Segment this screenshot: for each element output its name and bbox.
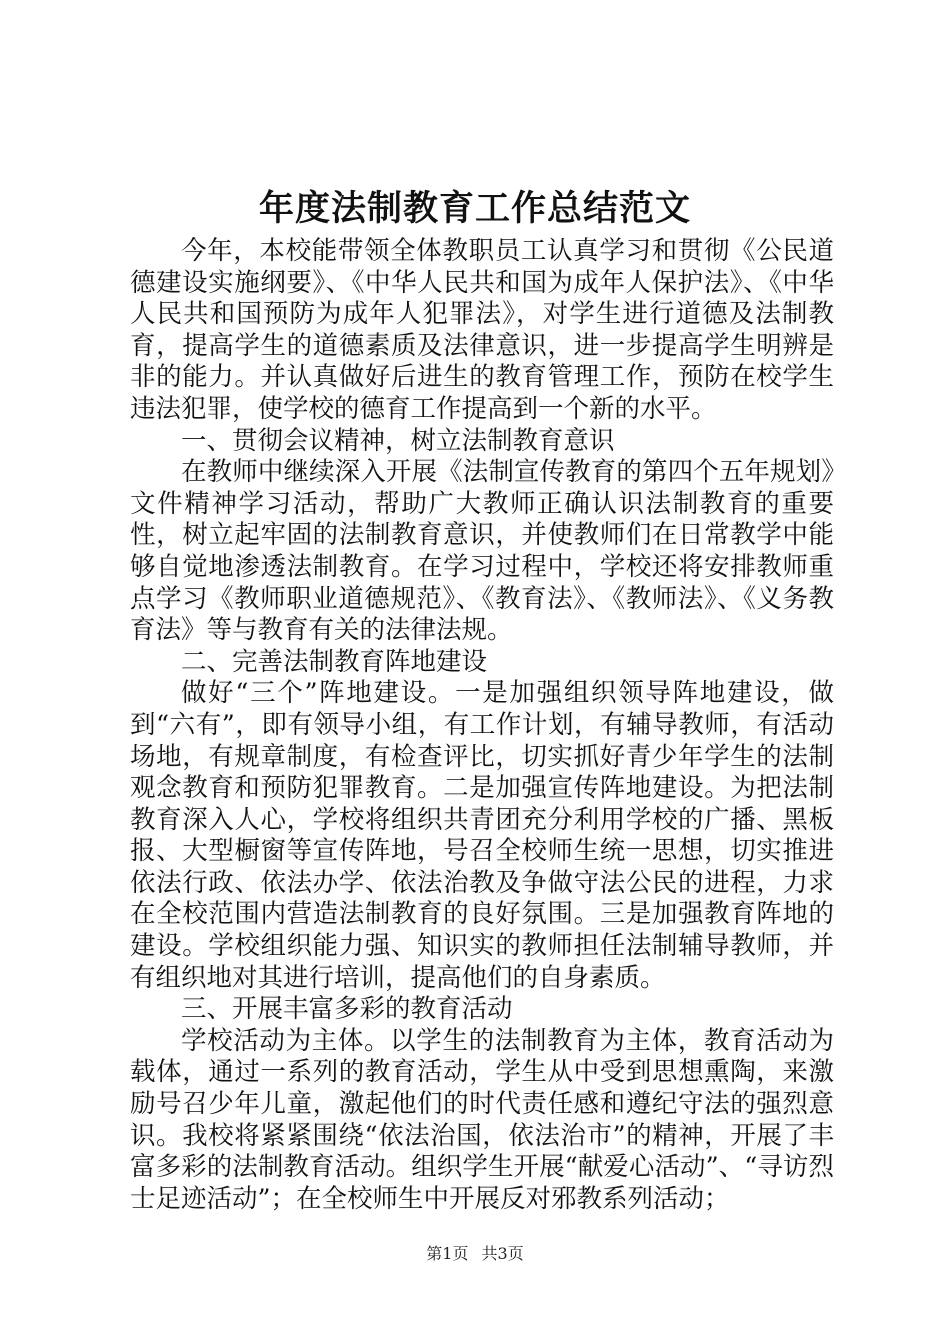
document-title: 年度法制教育工作总结范文 [258,188,691,229]
page-footer [0,1243,950,1265]
intro-paragraph: 今年，本校能带领全体教职员工认真学习和贯彻《公民道德建设实施纲要》、《中华人民共和国为成年人保护法》、《中华人民共和国预防为成年人犯罪法》，对学生进行道德及法制教育，提高学生的道德素质及法律意识，进一步提高学生明辨是非的能力。并认真做好后进生的教育管理工作，预防在校学生违法犯罪，使学校的德育工作提高到一个新的水平。 [130,236,834,424]
document-body [130,236,834,1215]
section-paragraph-3: 学校活动为主体。以学生的法制教育为主体，教育活动为载体，通过一系列的教育活动，学生从中受到思想熏陶，来激励号召少年儿童，激起他们的时代责任感和遵纪守法的强烈意识。我校将紧紧围绕“依法治国，依法治市”的精神，开展了丰富多彩的法制教育活动。组织学生开展“献爱心活动”、“寻访烈士足迹活动”；在全校师生中开展反对邪教系列活动； [130,1025,834,1214]
page-total: 共3页 [481,1244,524,1263]
section-paragraph-1: 在教师中继续深入开展《法制宣传教育的第四个五年规划》文件精神学习活动，帮助广大教师正确认识法制教育的重要性，树立起牢固的法制教育意识，并使教师们在日常教学中能够自觉地渗透法制教育。在学习过程中，学校还将安排教师重点学习《教师职业道德规范》、《教育法》、《教师法》、《义务教育法》等与教育有关的法律法规。 [130,457,834,646]
section-heading-3: 三、开展丰富多彩的教育活动 [181,994,513,1025]
section-heading-2: 二、完善法制教育阵地建设 [181,646,488,677]
page-number: 第1页 [426,1244,469,1263]
section-heading-1: 一、贯彻会议精神，树立法制教育意识 [181,425,615,456]
section-paragraph-2: 做好“三个”阵地建设。一是加强组织领导阵地建设，做到“六有”，即有领导小组，有工作计划，有辅导教师，有活动场地，有规章制度，有检查评比，切实抓好青少年学生的法制观念教育和预防犯罪教育。二是加强宣传阵地建设。为把法制教育深入人心，学校将组织共青团充分利用学校的广播、黑板报、大型橱窗等宣传阵地，号召全校师生统一思想，切实推进依法行政、依法办学、依法治教及争做守法公民的进程，力求在全校范围内营造法制教育的良好氛围。三是加强教育阵地的建设。学校组织能力强、知识实的教师担任法制辅导教师，并有组织地对其进行培训，提高他们的自身素质。 [130,678,834,993]
